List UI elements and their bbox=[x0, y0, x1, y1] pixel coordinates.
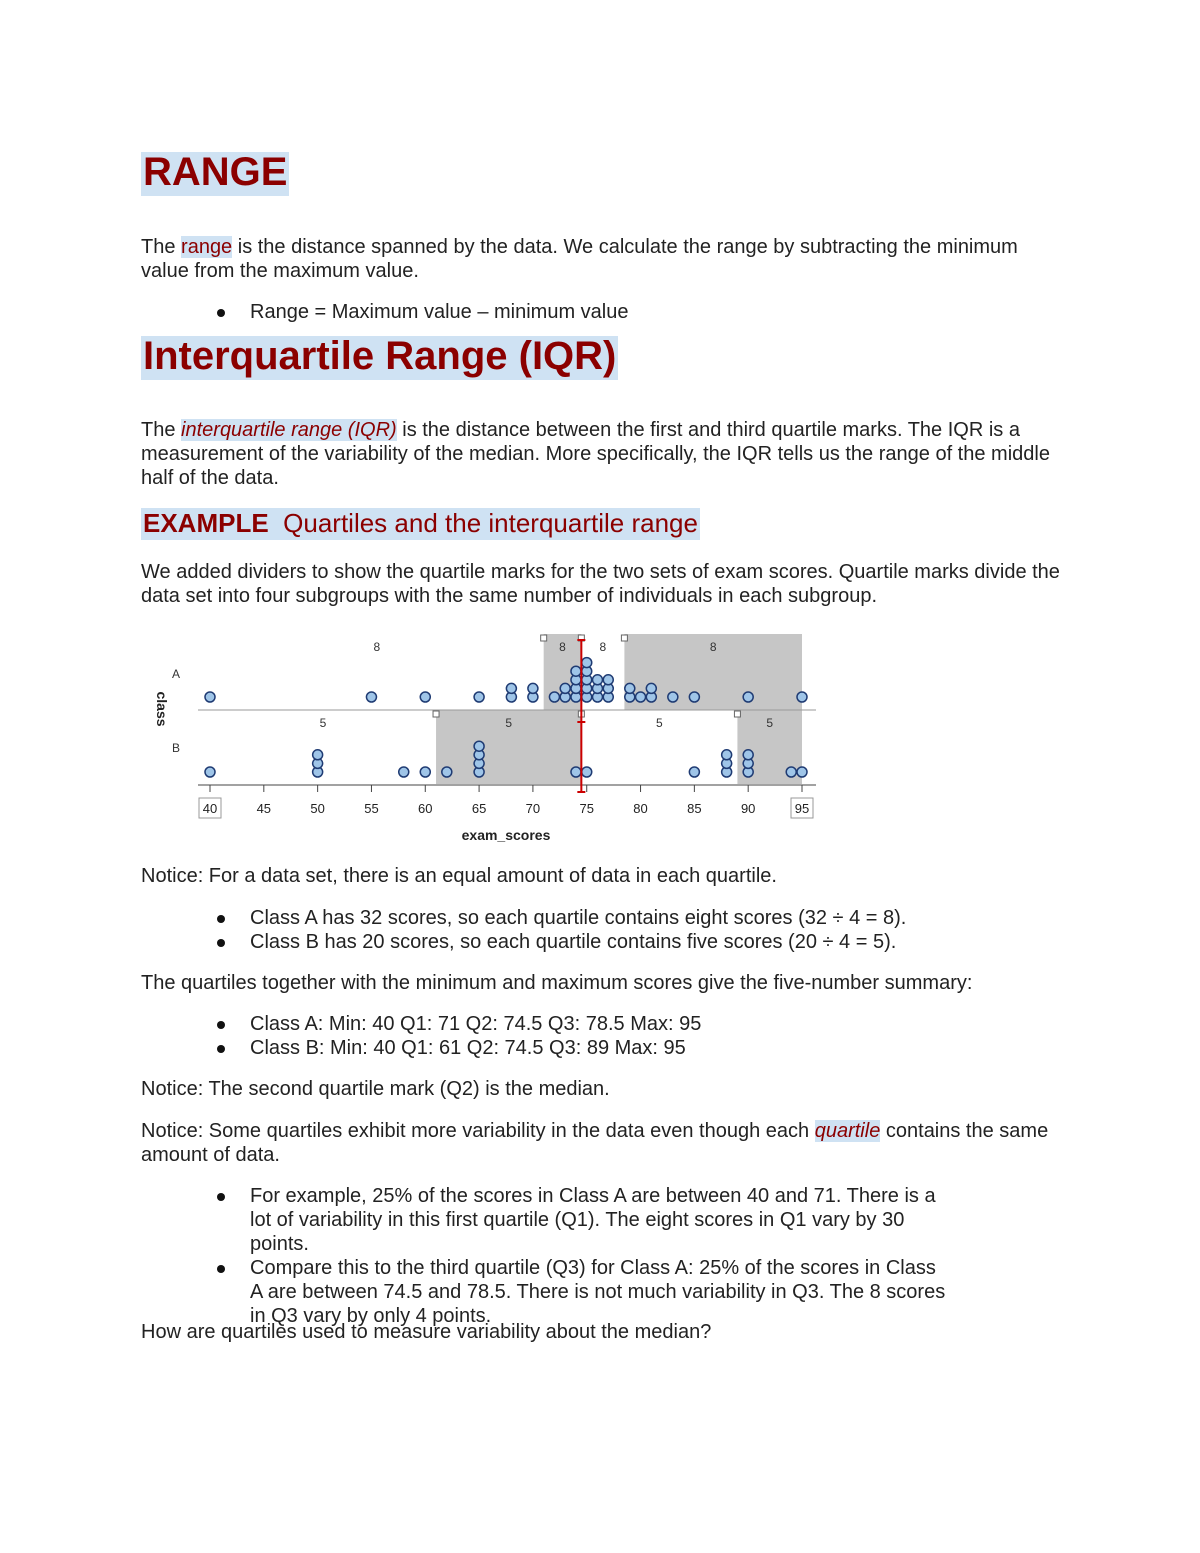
group-count-label: 8 bbox=[559, 640, 566, 654]
example-label: EXAMPLE bbox=[143, 508, 269, 538]
group-count-label: 8 bbox=[709, 640, 717, 654]
quartile-divider-handle bbox=[433, 711, 439, 717]
x-tick-label: 85 bbox=[687, 801, 702, 816]
x-tick-label: 95 bbox=[794, 801, 810, 816]
data-point bbox=[689, 692, 699, 702]
group-count-label: 8 bbox=[599, 640, 607, 654]
data-point bbox=[786, 767, 796, 777]
data-point bbox=[582, 658, 592, 668]
notice-equal-paragraph: Notice: For a data set, there is an equal amount of data in each quartile. bbox=[141, 865, 777, 887]
list-item: Class B has 20 scores, so each quartile contains five scores (20 ÷ 4 = 5). bbox=[141, 930, 1061, 954]
x-tick-label: 50 bbox=[310, 801, 325, 816]
data-point bbox=[549, 692, 559, 702]
data-point bbox=[625, 683, 635, 693]
group-count-label: 5 bbox=[505, 716, 513, 730]
x-tick-label: 75 bbox=[579, 801, 594, 816]
data-point bbox=[420, 692, 430, 702]
iqr-term[interactable]: interquartile range (IQR) bbox=[181, 419, 397, 441]
category-label: B bbox=[171, 741, 181, 755]
five-number-list bbox=[141, 1012, 1061, 1060]
five-number-paragraph: The quartiles together with the minimum and maximum scores give the five-number summary: bbox=[141, 972, 973, 994]
x-tick-label: 40 bbox=[202, 801, 218, 816]
range-heading: RANGE bbox=[143, 150, 288, 194]
data-point bbox=[528, 683, 538, 693]
x-tick-label: 45 bbox=[256, 801, 272, 816]
closing-question: How are quartiles used to measure variability about the median? bbox=[141, 1321, 712, 1343]
quartile-divider-handle bbox=[541, 635, 547, 641]
data-point bbox=[797, 767, 807, 777]
data-point bbox=[205, 692, 215, 702]
list-item: Class A: Min: 40 Q1: 71 Q2: 74.5 Q3: 78.5 Max: 95 bbox=[141, 1012, 1061, 1036]
data-point bbox=[205, 767, 215, 777]
example-intro: We added dividers to show the quartile marks for the two sets of exam scores. Quartile marks divide the data set into four subgroups with the same number of individuals in each subgroup. bbox=[141, 561, 1060, 607]
variability-notice bbox=[141, 1119, 1061, 1167]
data-point bbox=[366, 692, 376, 702]
data-point bbox=[603, 675, 613, 685]
group-count-label: 5 bbox=[766, 716, 774, 730]
x-tick-label: 70 bbox=[525, 801, 541, 816]
data-point bbox=[668, 692, 678, 702]
quartile-divider-handle bbox=[734, 711, 740, 717]
data-point bbox=[689, 767, 699, 777]
variability-text-post: contains the same amount of data. bbox=[141, 1120, 1049, 1166]
data-point bbox=[797, 692, 807, 702]
category-label: A bbox=[171, 667, 181, 681]
range-text-post: is the distance spanned by the data. We calculate the range by subtracting the minimum value from the maximum value. bbox=[141, 236, 1018, 282]
x-axis-label: exam_scores bbox=[461, 827, 551, 843]
iqr-heading: Interquartile Range (IQR) bbox=[143, 334, 617, 378]
data-point bbox=[592, 675, 602, 685]
data-point bbox=[474, 741, 484, 751]
notice-equal-list bbox=[141, 906, 1061, 954]
iqr-text-pre: The bbox=[141, 419, 182, 441]
data-point bbox=[571, 767, 581, 777]
dot-plot-chart bbox=[141, 632, 841, 852]
x-tick-label: 60 bbox=[418, 801, 433, 816]
data-point bbox=[313, 750, 323, 760]
dot-plot-svg bbox=[141, 632, 841, 852]
median-notice: Notice: The second quartile mark (Q2) is the median. bbox=[141, 1078, 610, 1100]
iqr-text-post: is the distance between the first and third quartile marks. The IQR is a measurement of the variability of the median. More specifically, the IQR tells us the range of the middle half of the data. bbox=[141, 419, 1050, 489]
quartile-term[interactable]: quartile bbox=[814, 1120, 881, 1142]
group-count-label: 5 bbox=[656, 716, 663, 730]
list-item: Class A has 32 scores, so each quartile contains eight scores (32 ÷ 4 = 8). bbox=[141, 906, 1061, 930]
y-axis-label: class bbox=[154, 691, 170, 727]
range-paragraph bbox=[141, 235, 1061, 283]
x-tick-label: 80 bbox=[633, 801, 648, 816]
data-point bbox=[399, 767, 409, 777]
range-formula-list bbox=[141, 300, 1061, 324]
list-item: For example, 25% of the scores in Class A are between 40 and 71. There is a lot of variability in this first quartile (Q1). The eight scores in Q1 vary by 30 points. bbox=[141, 1184, 950, 1256]
data-point bbox=[571, 666, 581, 676]
variability-list bbox=[141, 1184, 1061, 1328]
group-count-label: 5 bbox=[319, 716, 327, 730]
iqr-paragraph bbox=[141, 418, 1061, 490]
group-count-label: 8 bbox=[373, 640, 381, 654]
example-title: Quartiles and the interquartile range bbox=[283, 508, 698, 538]
data-point bbox=[560, 683, 570, 693]
data-point bbox=[722, 750, 732, 760]
data-point bbox=[743, 692, 753, 702]
range-text-pre: The bbox=[141, 236, 182, 258]
x-tick-label: 65 bbox=[471, 801, 487, 816]
list-item: Class B: Min: 40 Q1: 61 Q2: 74.5 Q3: 89 Max: 95 bbox=[141, 1036, 1061, 1060]
data-point bbox=[646, 683, 656, 693]
x-tick-label: 90 bbox=[740, 801, 756, 816]
x-tick-label: 55 bbox=[364, 801, 379, 816]
data-point bbox=[420, 767, 430, 777]
data-point bbox=[636, 692, 646, 702]
data-point bbox=[582, 767, 592, 777]
data-point bbox=[506, 683, 516, 693]
quartile-divider-handle bbox=[621, 635, 627, 641]
data-point bbox=[442, 767, 452, 777]
example-heading bbox=[141, 508, 700, 540]
data-point bbox=[474, 692, 484, 702]
list-item: Compare this to the third quartile (Q3) for Class A: 25% of the scores in Class A are between 74.5 and 78.5. There is not much variability in Q3. The 8 scores in Q3 vary by only 4 points. bbox=[141, 1256, 950, 1328]
data-point bbox=[743, 750, 753, 760]
list-item: Range = Maximum value – minimum value bbox=[141, 300, 1061, 324]
variability-text-pre: Notice: Some quartiles exhibit more variability in the data even though each bbox=[141, 1120, 815, 1142]
range-term[interactable]: range bbox=[181, 236, 233, 258]
